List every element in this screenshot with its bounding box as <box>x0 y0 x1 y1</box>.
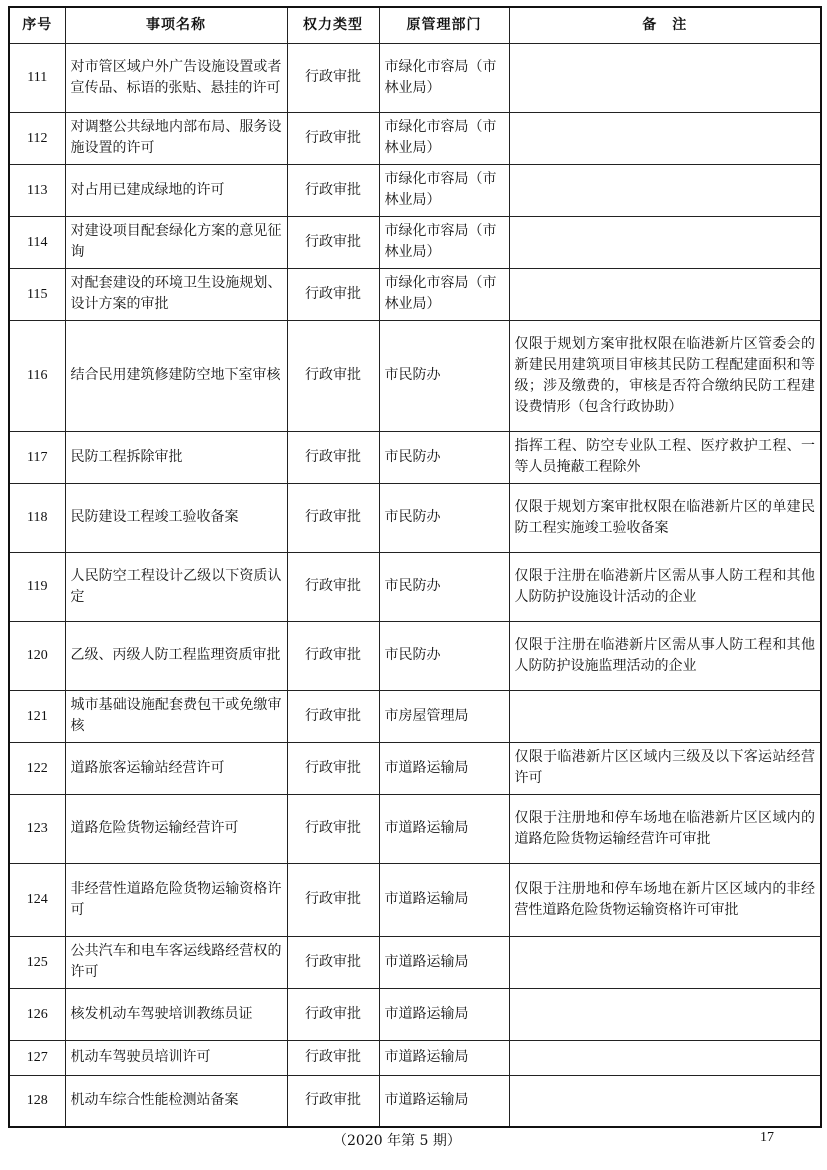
cell-note <box>509 988 821 1040</box>
cell-num: 122 <box>9 742 65 794</box>
cell-num: 117 <box>9 431 65 483</box>
cell-type: 行政审批 <box>287 552 379 621</box>
cell-note: 仅限于临港新片区区域内三级及以下客运站经营许可 <box>509 742 821 794</box>
cell-dept: 市民防办 <box>379 621 509 690</box>
cell-dept: 市道路运输局 <box>379 1075 509 1127</box>
cell-name: 对建设项目配套绿化方案的意见征询 <box>65 216 287 268</box>
cell-name: 对占用已建成绿地的许可 <box>65 164 287 216</box>
cell-type: 行政审批 <box>287 112 379 164</box>
cell-dept: 市道路运输局 <box>379 742 509 794</box>
cell-note <box>509 268 821 320</box>
cell-num: 127 <box>9 1040 65 1075</box>
cell-note <box>509 1040 821 1075</box>
cell-num: 128 <box>9 1075 65 1127</box>
table-row <box>9 43 821 112</box>
page-number: 17 <box>760 1130 774 1145</box>
cell-name: 结合民用建筑修建防空地下室审核 <box>65 320 287 431</box>
cell-note: 仅限于注册地和停车场地在新片区区域内的非经营性道路危险货物运输资格许可审批 <box>509 863 821 936</box>
cell-num: 126 <box>9 988 65 1040</box>
table-row <box>9 794 821 863</box>
permissions-table <box>8 6 822 1128</box>
cell-name: 人民防空工程设计乙级以下资质认定 <box>65 552 287 621</box>
cell-dept: 市民防办 <box>379 431 509 483</box>
cell-name: 道路危险货物运输经营许可 <box>65 794 287 863</box>
cell-name: 机动车驾驶员培训许可 <box>65 1040 287 1075</box>
cell-note: 指挥工程、防空专业队工程、医疗救护工程、一等人员掩蔽工程除外 <box>509 431 821 483</box>
cell-note <box>509 1075 821 1127</box>
cell-note: 仅限于注册在临港新片区需从事人防工程和其他人防防护设施监理活动的企业 <box>509 621 821 690</box>
cell-type: 行政审批 <box>287 483 379 552</box>
cell-type: 行政审批 <box>287 621 379 690</box>
cell-type: 行政审批 <box>287 794 379 863</box>
cell-type: 行政审批 <box>287 320 379 431</box>
cell-dept: 市绿化市容局（市林业局） <box>379 268 509 320</box>
cell-num: 119 <box>9 552 65 621</box>
cell-note: 仅限于规划方案审批权限在临港新片区管委会的新建民用建筑项目审核其民防工程配建面积和等级；涉及缴费的，审核是否符合缴纳民防工程建设费情形（包含行政协助） <box>509 320 821 431</box>
cell-dept: 市绿化市容局（市林业局） <box>379 164 509 216</box>
cell-name: 民防建设工程竣工验收备案 <box>65 483 287 552</box>
table-row <box>9 431 821 483</box>
cell-type: 行政审批 <box>287 43 379 112</box>
cell-num: 121 <box>9 690 65 742</box>
cell-note <box>509 112 821 164</box>
cell-name: 民防工程拆除审批 <box>65 431 287 483</box>
cell-dept: 市绿化市容局（市林业局） <box>379 216 509 268</box>
cell-note <box>509 936 821 988</box>
cell-dept: 市民防办 <box>379 483 509 552</box>
cell-type: 行政审批 <box>287 988 379 1040</box>
table-row <box>9 742 821 794</box>
cell-type: 行政审批 <box>287 431 379 483</box>
cell-dept: 市道路运输局 <box>379 936 509 988</box>
cell-name: 城市基础设施配套费包干或免缴审核 <box>65 690 287 742</box>
cell-note <box>509 216 821 268</box>
header-name: 事项名称 <box>65 7 287 43</box>
cell-type: 行政审批 <box>287 268 379 320</box>
cell-type: 行政审批 <box>287 690 379 742</box>
cell-dept: 市道路运输局 <box>379 988 509 1040</box>
cell-num: 123 <box>9 794 65 863</box>
issue-label: （2020 年第 5 期） <box>333 1133 461 1149</box>
table-row <box>9 268 821 320</box>
table-row <box>9 1075 821 1127</box>
cell-type: 行政审批 <box>287 164 379 216</box>
table-row <box>9 552 821 621</box>
cell-note <box>509 164 821 216</box>
cell-dept: 市民防办 <box>379 552 509 621</box>
cell-dept: 市道路运输局 <box>379 863 509 936</box>
cell-note <box>509 43 821 112</box>
cell-name: 核发机动车驾驶培训教练员证 <box>65 988 287 1040</box>
header-type: 权力类型 <box>287 7 379 43</box>
table-header-row <box>9 7 821 43</box>
cell-dept: 市道路运输局 <box>379 1040 509 1075</box>
cell-num: 125 <box>9 936 65 988</box>
cell-type: 行政审批 <box>287 1075 379 1127</box>
header-note: 备 注 <box>509 7 821 43</box>
cell-num: 111 <box>9 43 65 112</box>
cell-name: 对配套建设的环境卫生设施规划、设计方案的审批 <box>65 268 287 320</box>
cell-note: 仅限于注册在临港新片区需从事人防工程和其他人防防护设施设计活动的企业 <box>509 552 821 621</box>
cell-type: 行政审批 <box>287 863 379 936</box>
table-row <box>9 621 821 690</box>
table-row <box>9 690 821 742</box>
header-num: 序号 <box>9 7 65 43</box>
cell-num: 124 <box>9 863 65 936</box>
cell-num: 115 <box>9 268 65 320</box>
header-dept: 原管理部门 <box>379 7 509 43</box>
cell-num: 114 <box>9 216 65 268</box>
cell-type: 行政审批 <box>287 742 379 794</box>
table-row <box>9 863 821 936</box>
cell-name: 公共汽车和电车客运线路经营权的许可 <box>65 936 287 988</box>
table-row <box>9 936 821 988</box>
table-row <box>9 483 821 552</box>
cell-type: 行政审批 <box>287 216 379 268</box>
table-row <box>9 164 821 216</box>
cell-note: 仅限于规划方案审批权限在临港新片区的单建民防工程实施竣工验收备案 <box>509 483 821 552</box>
cell-note <box>509 690 821 742</box>
cell-num: 113 <box>9 164 65 216</box>
cell-note: 仅限于注册地和停车场地在临港新片区区域内的道路危险货物运输经营许可审批 <box>509 794 821 863</box>
cell-name: 非经营性道路危险货物运输资格许可 <box>65 863 287 936</box>
cell-dept: 市房屋管理局 <box>379 690 509 742</box>
cell-num: 116 <box>9 320 65 431</box>
cell-num: 120 <box>9 621 65 690</box>
cell-dept: 市道路运输局 <box>379 794 509 863</box>
table-row <box>9 1040 821 1075</box>
cell-num: 118 <box>9 483 65 552</box>
cell-num: 112 <box>9 112 65 164</box>
cell-dept: 市民防办 <box>379 320 509 431</box>
table-row <box>9 988 821 1040</box>
cell-dept: 市绿化市容局（市林业局） <box>379 112 509 164</box>
cell-name: 对市管区域户外广告设施设置或者宣传品、标语的张贴、悬挂的许可 <box>65 43 287 112</box>
cell-name: 乙级、丙级人防工程监理资质审批 <box>65 621 287 690</box>
table-row <box>9 216 821 268</box>
cell-type: 行政审批 <box>287 936 379 988</box>
table-row <box>9 320 821 431</box>
cell-type: 行政审批 <box>287 1040 379 1075</box>
cell-name: 道路旅客运输站经营许可 <box>65 742 287 794</box>
cell-name: 对调整公共绿地内部布局、服务设施设置的许可 <box>65 112 287 164</box>
table-row <box>9 112 821 164</box>
cell-name: 机动车综合性能检测站备案 <box>65 1075 287 1127</box>
cell-dept: 市绿化市容局（市林业局） <box>379 43 509 112</box>
